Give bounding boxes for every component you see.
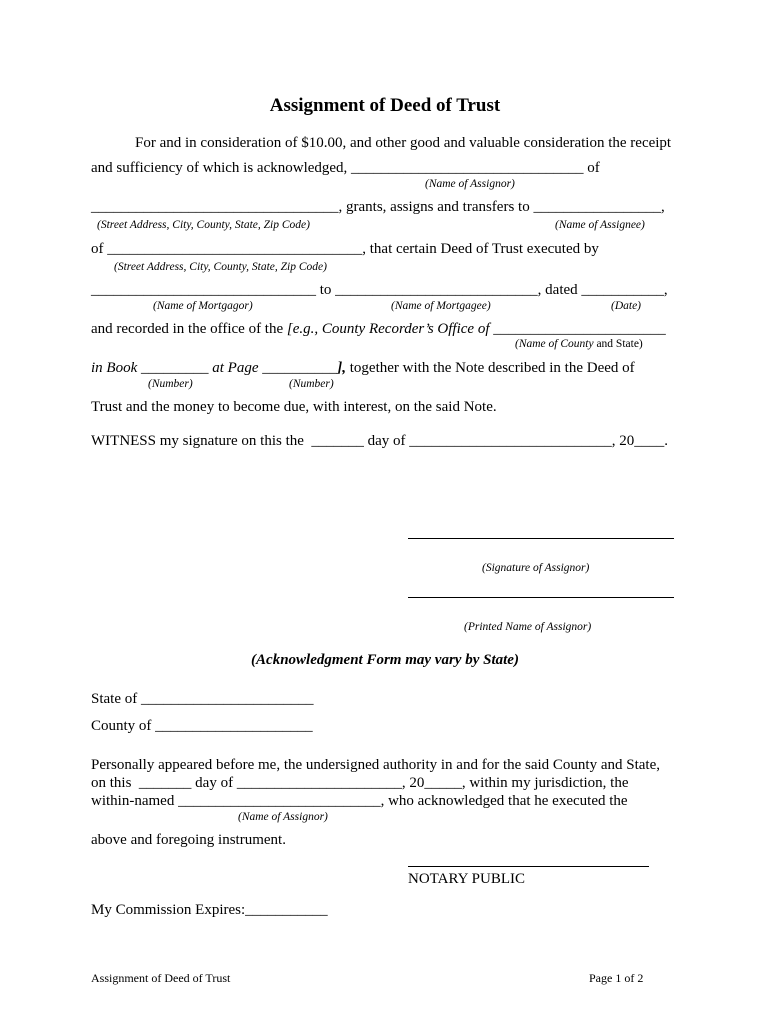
caption-name-of-mortgagee: (Name of Mortgagee)	[391, 300, 491, 312]
notary-line-2: on this _______ day of ______________________, 20_____, within my jurisdiction, the	[91, 775, 629, 791]
caption-name-of-assignee: (Name of Assignee)	[555, 219, 645, 231]
caption-date: (Date)	[611, 300, 642, 312]
caption-book-number: (Number)	[148, 378, 193, 390]
notary-line-3: within-named ___________________________, who acknowledged that he executed the	[91, 793, 628, 809]
page-blank: __________	[258, 360, 338, 376]
printed-name-line	[408, 597, 674, 598]
caption-state: and State)	[596, 338, 643, 350]
footer-document-title: Assignment of Deed of Trust	[91, 971, 231, 985]
paragraph-line-2: and sufficiency of which is acknowledged, _______________________________ of	[91, 160, 600, 176]
caption-printed-name: (Printed Name of Assignor)	[464, 621, 592, 633]
signature-line	[408, 538, 674, 539]
commission-expires: My Commission Expires:___________	[91, 902, 328, 918]
book-blank: _________	[137, 360, 213, 376]
witness-line: WITNESS my signature on this the _______ day of ___________________________, 20____.	[91, 433, 669, 449]
in-book-text: in Book	[91, 360, 138, 376]
recorded-text: and recorded in the office of the	[91, 321, 287, 337]
paragraph-line-5: ______________________________ to ___________________________, dated ___________,	[91, 282, 668, 298]
caption-name-of-assignor: (Name of Assignor)	[425, 178, 515, 190]
caption-page-number: (Number)	[289, 378, 334, 390]
bracket-close: ],	[337, 360, 346, 376]
paragraph-line-8: Trust and the money to become due, with interest, on the said Note.	[91, 399, 497, 415]
paragraph-line-7	[91, 359, 635, 377]
paragraph-line-1: For and in consideration of $10.00, and other good and valuable consideration the receipt	[135, 135, 672, 151]
caption-signature-of-assignor: (Signature of Assignor)	[482, 562, 590, 574]
notary-public-label: NOTARY PUBLIC	[408, 871, 526, 887]
recorder-blank: _______________________	[489, 321, 666, 337]
at-page-text: at Page	[212, 360, 259, 376]
notary-signature-line	[408, 866, 649, 867]
state-of-line: State of _______________________	[91, 691, 314, 707]
paragraph-line-6	[91, 320, 666, 338]
caption-county: (Name of County	[515, 338, 597, 350]
county-of-line: County of _____________________	[91, 718, 313, 734]
note-text: together with the Note described in the Deed of	[346, 360, 635, 376]
caption-street-address-2: (Street Address, City, County, State, Zip Code)	[114, 261, 327, 273]
acknowledgment-heading: (Acknowledgment Form may vary by State)	[251, 652, 519, 668]
recorder-office-text: [e.g., County Recorder’s Office of	[286, 321, 490, 337]
footer-page-number: Page 1 of 2	[589, 971, 644, 985]
paragraph-line-4: of __________________________________, that certain Deed of Trust executed by	[91, 241, 599, 257]
caption-name-of-assignor-2: (Name of Assignor)	[238, 811, 328, 823]
page-title: Assignment of Deed of Trust	[269, 95, 501, 116]
caption-county-state	[515, 338, 643, 351]
paragraph-line-3: _________________________________, grants, assigns and transfers to _________________,	[91, 199, 665, 215]
caption-name-of-mortgagor: (Name of Mortgagor)	[153, 300, 253, 312]
notary-line-4: above and foregoing instrument.	[91, 832, 286, 848]
caption-street-address: (Street Address, City, County, State, Zip Code)	[97, 219, 310, 231]
notary-line-1: Personally appeared before me, the undersigned authority in and for the said County and State,	[91, 757, 661, 773]
